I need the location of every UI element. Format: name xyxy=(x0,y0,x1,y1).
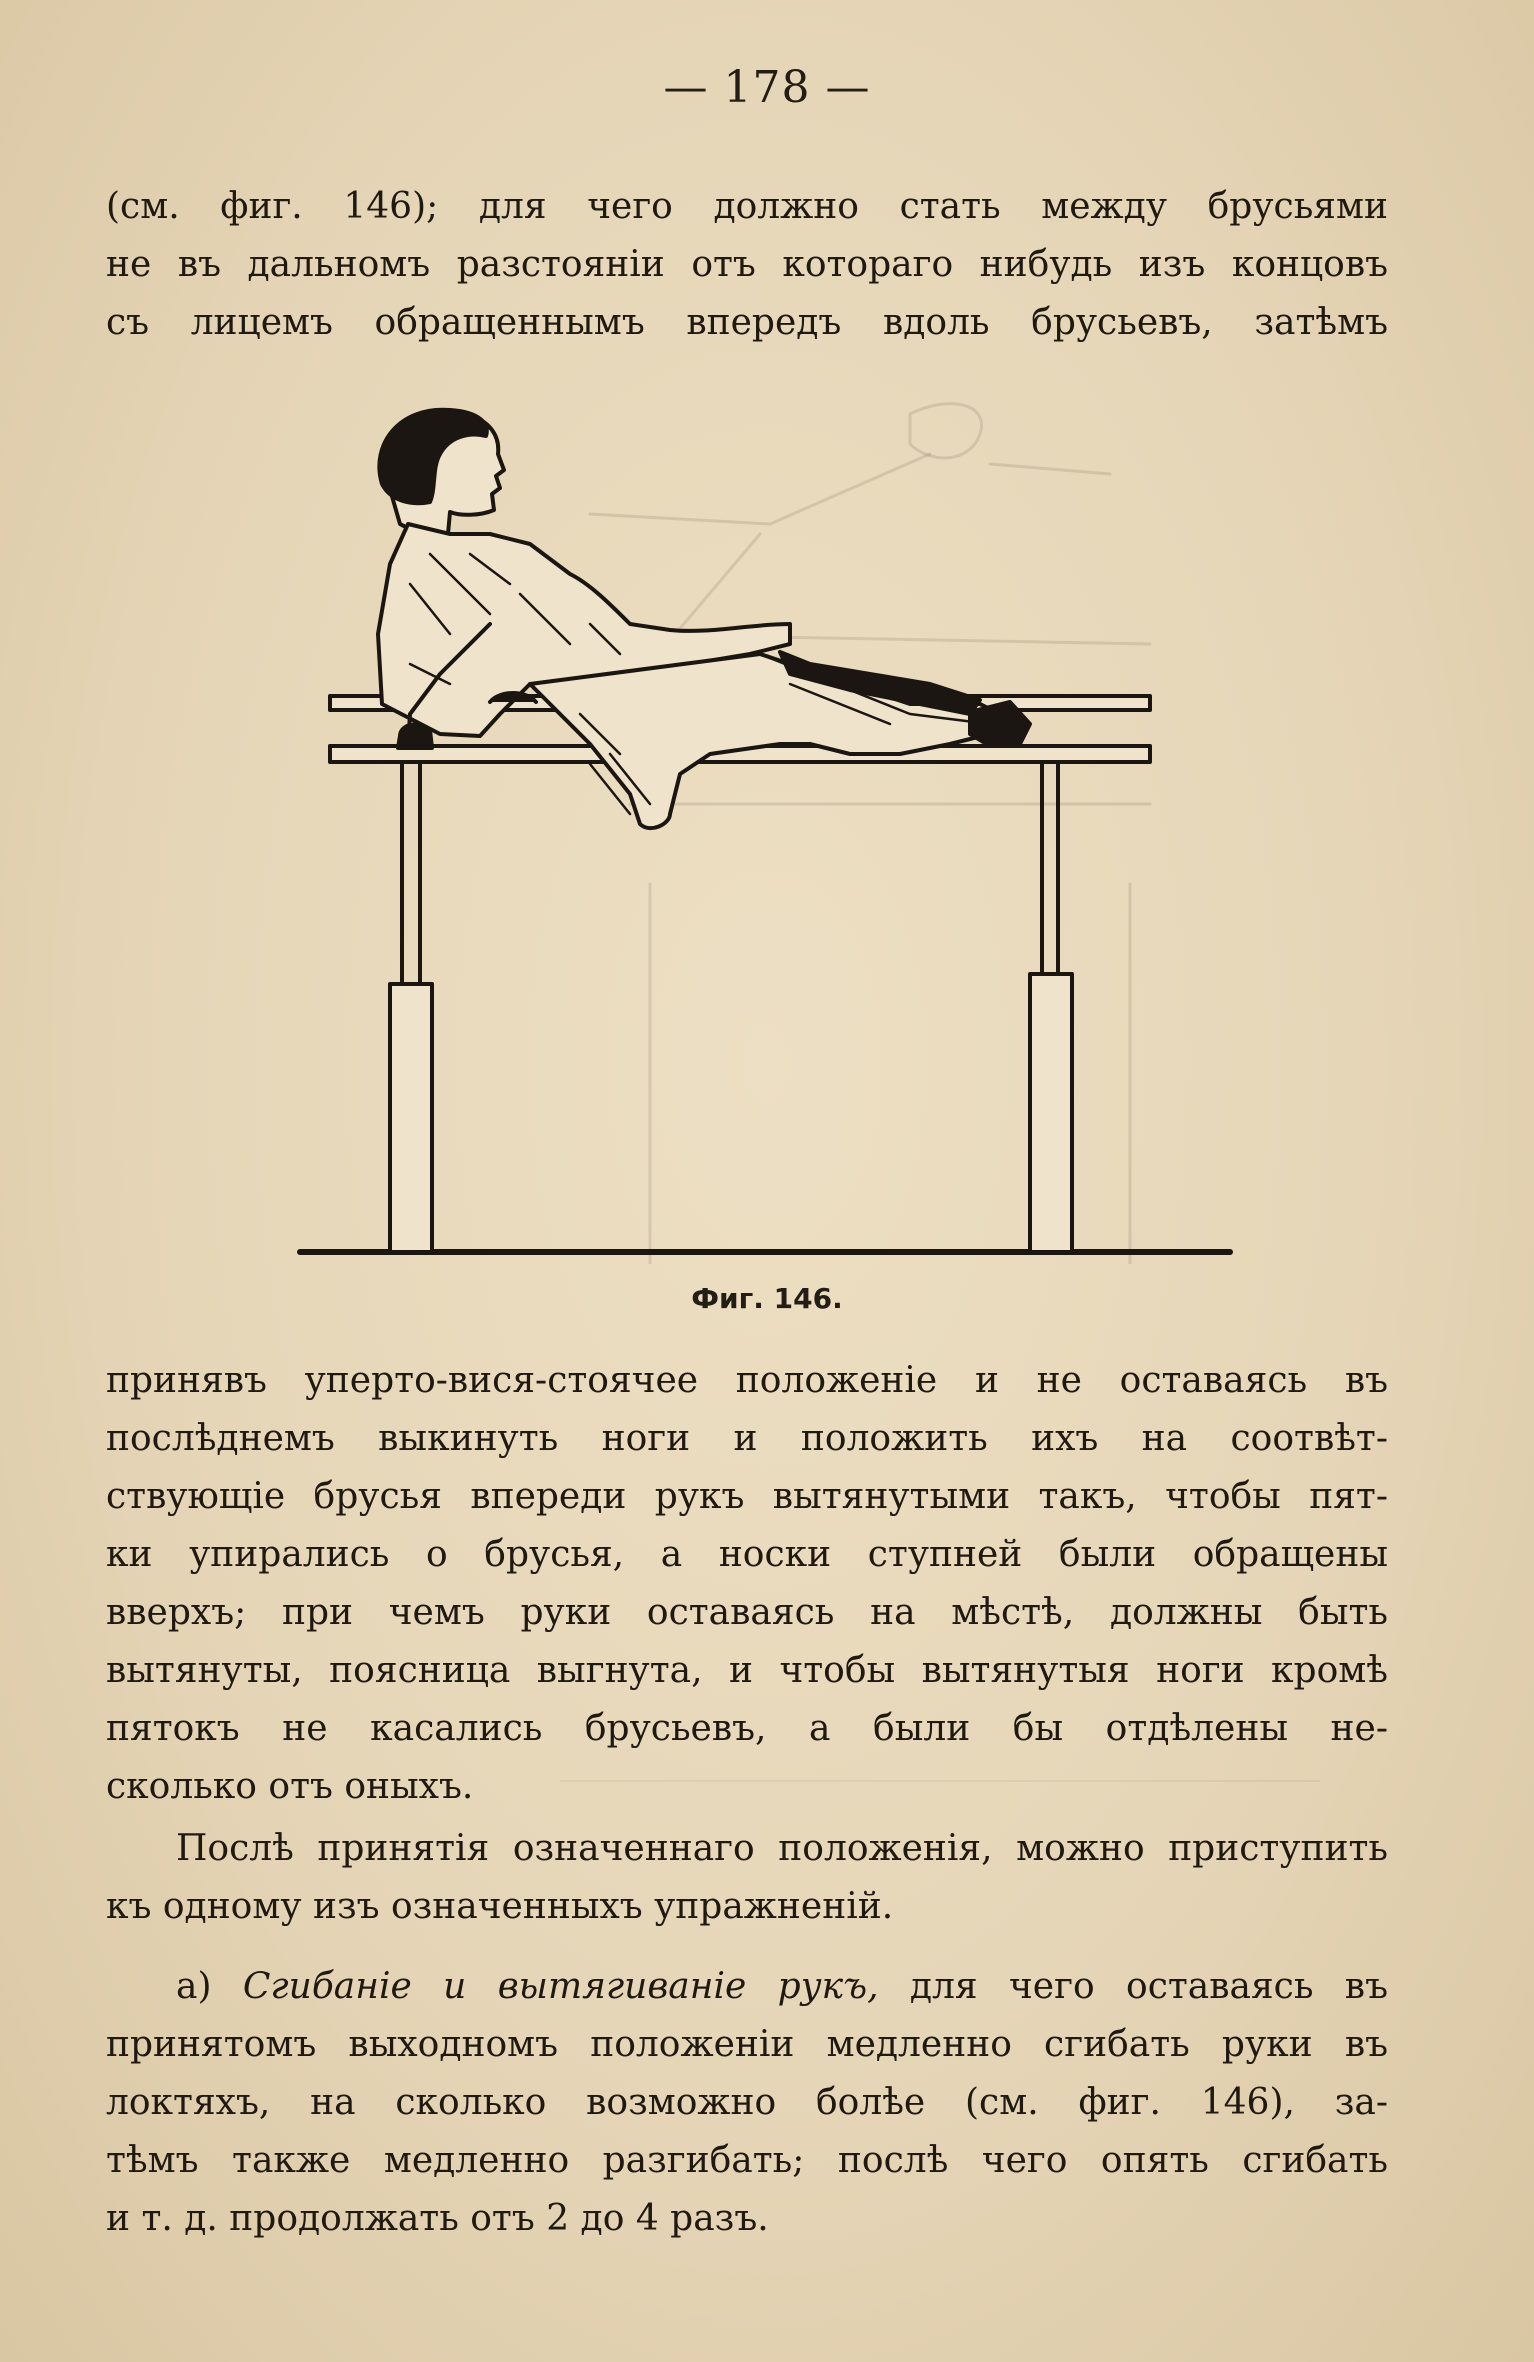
text-line: ки упирались о брусья, а носки ступней были обращены xyxy=(106,1534,1388,1575)
text-line: вверхъ; при чемъ руки оставаясь на мѣстѣ, должны быть xyxy=(106,1592,1388,1633)
paragraph-1 xyxy=(106,1352,1388,1816)
intro-text xyxy=(106,178,1388,352)
text-line: и т. д. продолжать отъ 2 до 4 разъ. xyxy=(106,2198,769,2239)
line-rest: для чего оставаясь въ xyxy=(909,1966,1388,2007)
text-line: вытянуты, поясница выгнута, и чтобы вытянутыя ноги кромѣ xyxy=(106,1650,1388,1691)
gymnast-hand xyxy=(398,724,432,748)
text-line: съ лицемъ обращеннымъ впередъ вдоль брусьевъ, затѣмъ xyxy=(106,302,1388,343)
text-line: тѣмъ также медленно разгибать; послѣ чего опять сгибать xyxy=(106,2140,1388,2181)
list-marker: а) xyxy=(176,1966,212,2007)
parallel-bars-illustration xyxy=(290,384,1250,1264)
gymnast-grip xyxy=(490,693,536,702)
figure-caption: Фиг. 146. xyxy=(691,1282,843,1315)
gymnast-legs xyxy=(530,654,1000,828)
paragraph-2 xyxy=(106,1820,1388,1936)
text-line: послѣднемъ выкинуть ноги и положить ихъ на соотвѣт- xyxy=(106,1418,1388,1459)
text-line: локтяхъ, на сколько возможно болѣе (см. фиг. 146), за- xyxy=(106,2082,1388,2123)
text-line: сколько отъ оныхъ. xyxy=(106,1766,474,1807)
text-line: принявъ уперто-вися-стоячее положенiе и не оставаясь въ xyxy=(106,1360,1388,1401)
text-line: Послѣ принятiя означеннаго положенiя, можно приступить xyxy=(176,1828,1388,1869)
text-line: (см. фиг. 146); для чего должно стать между брусьями xyxy=(106,186,1388,227)
text-line: ствующiе брусья впереди рукъ вытянутыми такъ, чтобы пят- xyxy=(106,1476,1388,1517)
left-post-lower xyxy=(390,984,432,1252)
text-line: къ одному изъ означенныхъ упражненiй. xyxy=(106,1886,894,1927)
right-post-lower xyxy=(1030,974,1072,1252)
text-line xyxy=(106,1958,1388,2016)
page-number: — 178 — xyxy=(663,62,871,113)
paragraph-3 xyxy=(106,1958,1388,2248)
text-line: принятомъ выходномъ положенiи медленно сгибать руки въ xyxy=(106,2024,1388,2065)
italic-heading: Сгибанiе и вытягиванiе рукъ, xyxy=(242,1966,879,2007)
right-post-upper xyxy=(1042,762,1058,974)
text-line: не въ дальномъ разстоянiи отъ котораго нибудь изъ концовъ xyxy=(106,244,1388,285)
text-line: пятокъ не касались брусьевъ, а были бы отдѣлены не- xyxy=(106,1708,1388,1749)
left-post-upper xyxy=(402,762,420,984)
